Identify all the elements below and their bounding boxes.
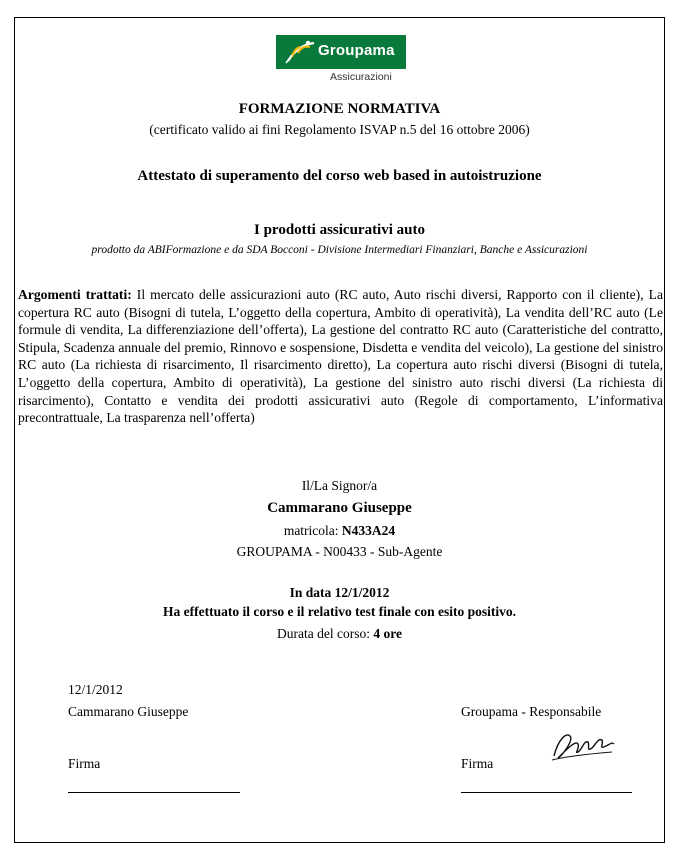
logo-box — [276, 35, 406, 69]
right-signature-line — [461, 792, 632, 793]
course-producer: prodotto da ABIFormazione e da SDA Bocconi - Divisione Intermediari Finanziari, Banche e Assicurazioni — [91, 244, 588, 256]
right-signatory-name: Groupama - Responsabile — [461, 704, 602, 719]
arguments-label: Argomenti trattati: — [18, 287, 132, 302]
duration-label: Durata del corso: — [277, 626, 374, 641]
document-title: FORMAZIONE NORMATIVA — [238, 101, 441, 117]
left-signatory-name: Cammarano Giuseppe — [68, 704, 189, 719]
attestato-heading: Attestato di superamento del corso web based in autoistruzione — [137, 168, 542, 184]
course-title: I prodotti assicurativi auto — [254, 222, 425, 238]
document-subtitle: (certificato valido ai fini Regolamento ISVAP n.5 del 16 ottobre 2006) — [149, 122, 530, 137]
left-signature-line — [68, 792, 240, 793]
signature-date: 12/1/2012 — [68, 682, 123, 697]
course-duration — [14, 626, 665, 642]
recipient-matricola — [14, 523, 665, 539]
arguments-paragraph — [18, 286, 663, 427]
duration-value: 4 ore — [373, 626, 402, 641]
recipient-agency: GROUPAMA - N00433 - Sub-Agente — [236, 544, 443, 559]
result-date: In data 12/1/2012 — [289, 585, 390, 600]
logo-sub-text: Assicurazioni — [330, 71, 392, 83]
groupama-wheat-logo-icon — [280, 35, 320, 69]
arguments-text: Il mercato delle assicurazioni auto (RC auto, Auto rischi diversi, Rapporto con il cliente), La copertura RC auto (Bisogni di tutela, L’oggetto della copertura, Ambito di operatività), La vendita dell’RC auto (Le formule di vendita, La differenziazione dell’offerta), La gestione del contratto RC auto (Caratteristiche del contratto, Stipula, Scadenza annuale del premio, Rinnovo e sospensione, Disdetta e vendita del veicolo), La gestione del sinistro RC auto (La richiesta di risarcimento, Il risarcimento diretto), La copertura auto rischi diversi (Bisogni di tutela, L’oggetto della copertura, Ambito di operatività), La gestione del sinistro auto rischi diversi (La richiesta di risarcimento), Contatto e vendita dei prodotti assicurativi auto (Regole di comportamento, L’informativa precontrattuale, La trasparenza nell’offerta) — [18, 287, 663, 426]
logo-brand-text: Groupama — [318, 42, 395, 59]
result-outcome: Ha effettuato il corso e il relativo test finale con esito positivo. — [163, 604, 516, 619]
groupama-logo — [276, 35, 406, 85]
recipient-salutation: Il/La Signor/a — [301, 478, 378, 493]
recipient-name: Cammarano Giuseppe — [267, 500, 412, 516]
handwritten-signature — [548, 726, 618, 766]
matricola-label: matricola: — [283, 523, 342, 538]
matricola-value: N433A24 — [341, 523, 396, 538]
left-firma-label: Firma — [68, 756, 101, 771]
right-firma-label: Firma — [461, 756, 494, 771]
